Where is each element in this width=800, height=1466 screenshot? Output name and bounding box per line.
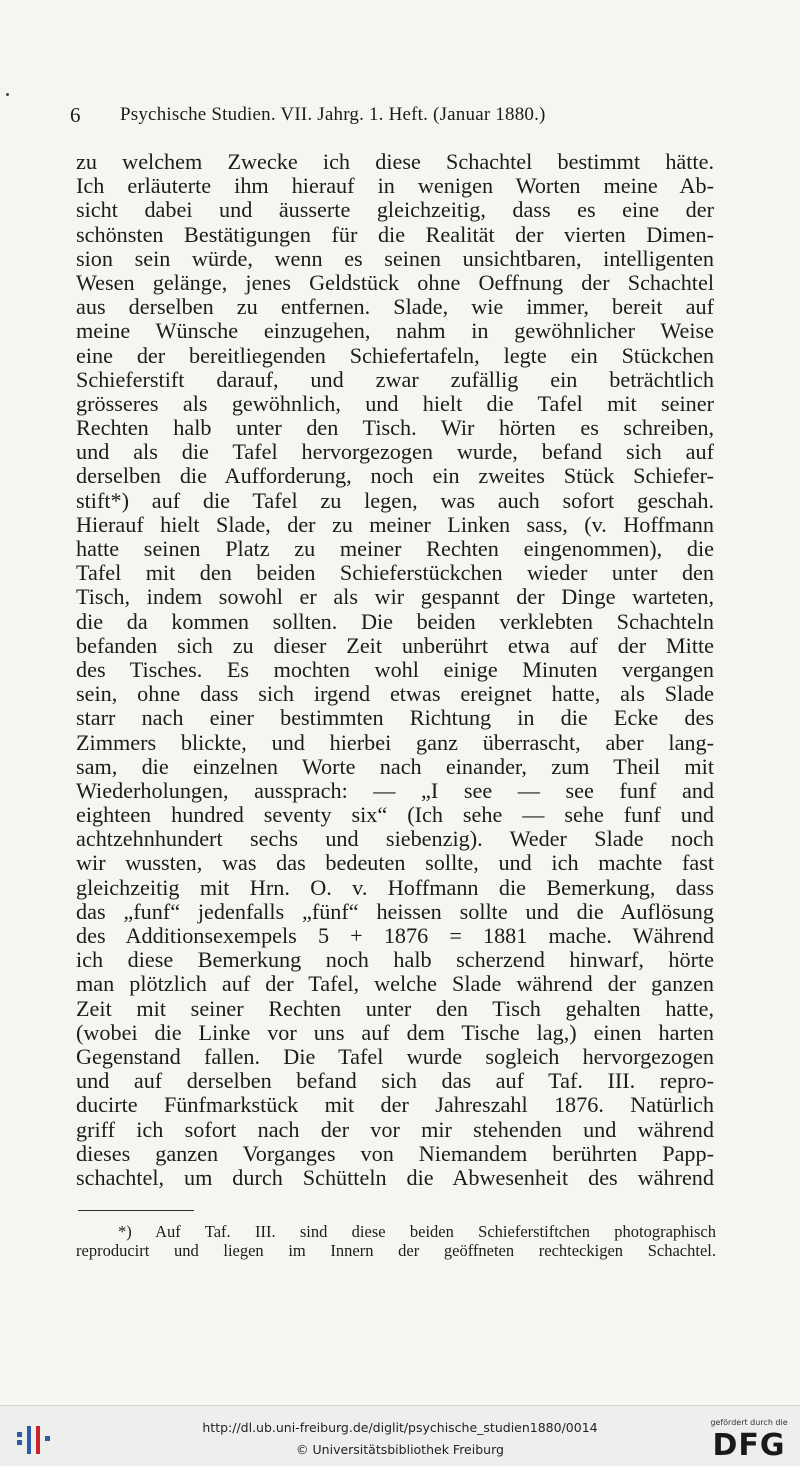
text-line: Ich erläuterte ihm hierauf in wenigen Worten meine Ab- (76, 174, 714, 199)
copyright-text: © Universitätsbibliothek Freiburg (296, 1442, 504, 1457)
viewer-footer (0, 1405, 800, 1466)
page-url-link[interactable]: http://dl.ub.uni-freiburg.de/diglit/psychische_studien1880/0014 (202, 1420, 598, 1435)
text-line: achtzehnhundert sechs und siebenzig). Weder Slade noch (76, 827, 714, 852)
text-line: wir wussten, was das bedeuten sollte, und ich machte fast (76, 851, 714, 876)
running-title: Psychische Studien. VII. Jahrg. 1. Heft. (Januar 1880.) (120, 104, 546, 125)
text-line: Tisch, indem sowohl er als wir gespannt der Dinge warteten, (76, 585, 714, 610)
text-line: sicht dabei und äusserte gleichzeitig, dass es eine der (76, 198, 714, 223)
text-line: (wobei die Linke vor uns auf dem Tische lag,) einen harten (76, 1020, 714, 1045)
text-line: Hierauf hielt Slade, der zu meiner Linken sass, (v. Hoffmann (76, 512, 714, 537)
text-line: des Additionsexempels 5 + 1876 = 1881 mache. Während (76, 924, 714, 948)
text-line: meine Wünsche einzugehen, nahm in gewöhnlicher Weise (76, 319, 714, 344)
text-line: schönsten Bestätigungen für die Realität der vierten Dimen- (76, 222, 714, 247)
text-line: befanden sich zu dieser Zeit unberührt etwa auf der Mitte (76, 633, 714, 658)
text-line: ich diese Bemerkung noch halb scherzend hinwarf, hörte (76, 948, 714, 973)
footnote-line: reproducirt und liegen im Innern der geöffneten rechteckigen Schachtel. (76, 1241, 716, 1260)
text-line: Gegenstand fallen. Die Tafel wurde sogleich hervorgezogen (76, 1044, 714, 1069)
footnote-line: *) Auf Taf. III. sind diese beiden Schieferstiftchen photographisch (118, 1222, 716, 1241)
page-header (70, 100, 730, 130)
text-line: hatte seinen Platz zu meiner Rechten eingenommen), die (76, 537, 714, 561)
text-line: schachtel, um durch Schütteln die Abwesenheit des während (76, 1165, 714, 1190)
scan-speck (6, 93, 9, 96)
text-line: zu welchem Zwecke ich diese Schachtel bestimmt hätte. (76, 150, 714, 174)
text-line: stift*) auf die Tafel zu legen, was auch sofort geschah. (76, 488, 714, 513)
text-line: Tafel mit den beiden Schieferstückchen wieder unter den (76, 561, 714, 586)
sponsor-caption: gefördert durch die (710, 1418, 788, 1427)
dfg-logo[interactable]: DFG (712, 1428, 786, 1463)
text-line: die da kommen sollten. Die beiden verklebten Schachteln (76, 609, 714, 634)
text-line: man plötzlich auf der Tafel, welche Slade während der ganzen (76, 972, 714, 997)
text-line: Zeit mit seiner Rechten unter den Tisch gehalten hatte, (76, 996, 714, 1021)
text-line: eighteen hundred seventy six“ (Ich sehe — sehe funf und (76, 803, 714, 828)
text-line: derselben die Aufforderung, noch ein zweites Stück Schiefer- (76, 464, 714, 489)
text-line: sam, die einzelnen Worte nach einander, zum Theil mit (76, 754, 714, 779)
text-line: Wesen gelänge, jenes Geldstück ohne Oeffnung der Schachtel (76, 270, 714, 295)
text-line: Rechten halb unter den Tisch. Wir hörten es schreiben, (76, 416, 714, 441)
footnote-rule (78, 1210, 194, 1211)
text-line: ducirte Fünfmarkstück mit der Jahreszahl 1876. Natürlich (76, 1093, 714, 1118)
body-text (76, 150, 714, 1190)
text-line: griff ich sofort nach der vor mir stehenden und während (76, 1117, 714, 1142)
text-line: des Tisches. Es mochten wohl einige Minuten vergangen (76, 657, 714, 682)
text-line: das „funf“ jedenfalls „fünf“ heissen sollte und die Auflösung (76, 899, 714, 924)
text-line: sion sein würde, wenn es seinen unsichtbaren, intelligenten (76, 246, 714, 271)
text-line: Zimmers blickte, und hierbei ganz überrascht, aber lang- (76, 730, 714, 755)
text-line: dieses ganzen Vorganges von Niemandem berührten Papp- (76, 1141, 714, 1166)
text-line: eine der bereitliegenden Schiefertafeln, legte ein Stückchen (76, 343, 714, 368)
text-line: aus derselben zu entfernen. Slade, wie immer, bereit auf (76, 295, 714, 320)
text-line: grösseres als gewöhnlich, und hielt die Tafel mit seiner (76, 391, 714, 416)
text-line: gleichzeitig mit Hrn. O. v. Hoffmann die Bemerkung, dass (76, 875, 714, 900)
text-line: sein, ohne dass sich irgend etwas ereignet hatte, als Slade (76, 682, 714, 707)
page-number: 6 (70, 103, 81, 127)
text-line: Wiederholungen, aussprach: — „I see — see funf and (76, 778, 714, 803)
text-line: Schieferstift darauf, und zwar zufällig ein beträchtlich (76, 367, 714, 392)
footnote (76, 1222, 716, 1260)
text-line: und auf derselben befand sich das auf Taf. III. repro- (76, 1069, 714, 1094)
text-line: starr nach einer bestimmten Richtung in die Ecke des (76, 706, 714, 731)
text-line: und als die Tafel hervorgezogen wurde, befand sich auf (76, 440, 714, 465)
